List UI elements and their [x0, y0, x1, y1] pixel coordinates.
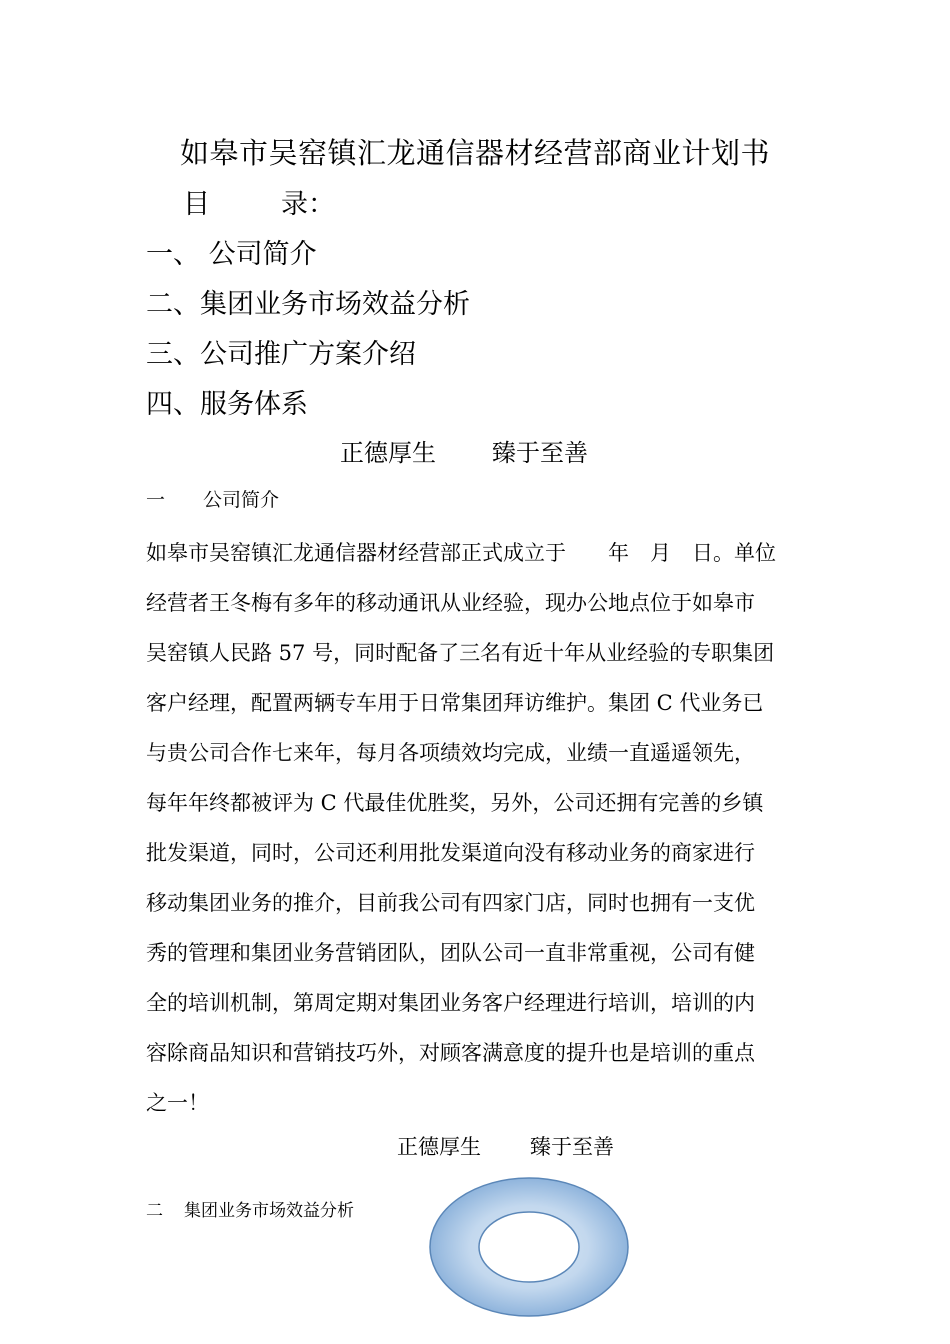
motto-repeat-part2: 臻于至善 [530, 1135, 614, 1159]
paragraph-line: 批发渠道，同时，公司还利用批发渠道向没有移动业务的商家进行 [146, 841, 755, 865]
paragraph-line: 客户经理，配置两辆专车用于日常集团拜访维护。集团 C 代业务已 [146, 691, 764, 715]
toc-item-market-analysis: 二、集团业务市场效益分析 [146, 289, 470, 320]
paragraph-line: 经营者王冬梅有多年的移动通讯从业经验，现办公地点位于如皋市 [146, 591, 755, 615]
section1-title: 公司简介 [203, 489, 280, 511]
toc-item-company-intro: 一、 公司简介 [146, 239, 317, 270]
paragraph-line: 之一！ [146, 1091, 209, 1115]
paragraph-line: 与贵公司合作七来年，每月各项绩效均完成，业绩一直遥遥领先， [146, 741, 755, 765]
motto-repeat-part1: 正德厚生 [397, 1135, 481, 1159]
paragraph-line: 如皋市吴窑镇汇龙通信器材经营部正式成立于 年 月 日。单位 [146, 541, 776, 565]
section1-paragraph [146, 528, 808, 1128]
section2-number: 二 [146, 1201, 163, 1221]
toc-heading-right: 录： [281, 189, 335, 220]
motto-part2: 臻于至善 [492, 439, 588, 467]
paragraph-line: 秀的管理和集团业务营销团队，团队公司一直非常重视，公司有健 [146, 941, 755, 965]
paragraph-line: 移动集团业务的推介，目前我公司有四家门店，同时也拥有一支优 [146, 891, 755, 915]
section2-title: 集团业务市场效益分析 [184, 1201, 354, 1221]
donut-ring-shape [428, 1176, 630, 1318]
paragraph-line: 容除商品知识和营销技巧外，对顾客满意度的提升也是培训的重点 [146, 1041, 755, 1065]
toc-heading-left: 目 [183, 189, 210, 220]
paragraph-line: 每年年终都被评为 C 代最佳优胜奖，另外，公司还拥有完善的乡镇 [146, 791, 764, 815]
toc-item-promotion-plan: 三、公司推广方案介绍 [146, 339, 416, 370]
toc-item-service-system: 四、服务体系 [146, 389, 308, 420]
section1-number: 一 [146, 489, 166, 511]
paragraph-line: 全的培训机制，第周定期对集团业务客户经理进行培训，培训的内 [146, 991, 755, 1015]
ring-body [430, 1178, 628, 1316]
motto-part1: 正德厚生 [340, 439, 436, 467]
paragraph-line: 吴窑镇人民路 57 号，同时配备了三名有近十年从业经验的专职集团 [146, 641, 775, 665]
document-title: 如皋市吴窑镇汇龙通信器材经营部商业计划书 [180, 136, 771, 170]
